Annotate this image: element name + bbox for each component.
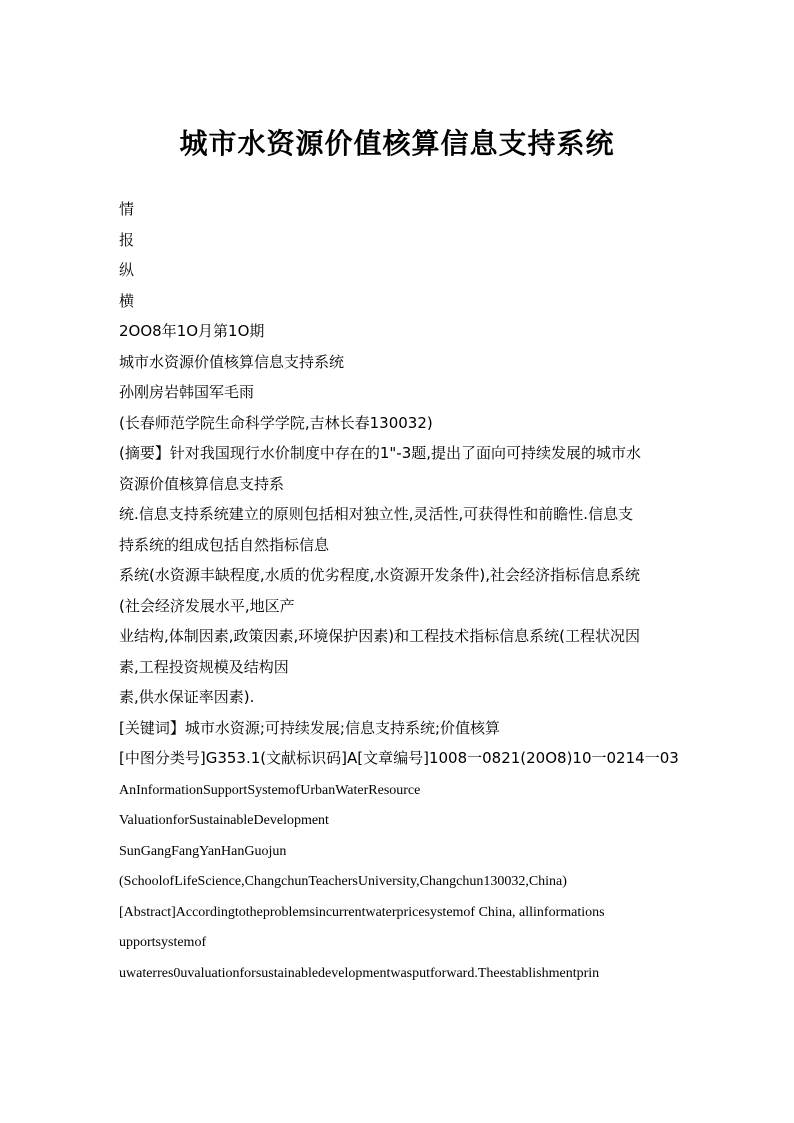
page-title: 城市水资源价值核算信息支持系统 [179, 127, 615, 160]
abstract-line: 系统(水资源丰缺程度,水质的优劣程度,水资源开发条件),社会经济指标信息系统 [119, 566, 641, 584]
english-title-line: ValuationforSustainableDevelopment [119, 813, 329, 828]
column-char: 情 [119, 200, 135, 218]
abstract-line: 素,供水保证率因素). [119, 688, 255, 706]
english-authors: SunGangFangYanHanGuojun [119, 843, 287, 859]
abstract-line: 业结构,体制因素,政策因素,环境保护因素)和工程技术指标信息系统(工程状况因 [119, 627, 641, 645]
english-abstract-line: upportsystemof [119, 935, 207, 950]
document-body [119, 194, 681, 989]
abstract-line: 持系统的组成包括自然指标信息 [119, 535, 330, 554]
issue-line: 2OO8年1O月第1O期 [119, 322, 265, 340]
classification: [中图分类号]G353.1(文献标识码]A[文章编号]1008一0821(20O8)10一0214一03 [119, 749, 679, 767]
abstract-line: 资源价值核算信息支持系 [119, 474, 285, 493]
column-char: 报 [119, 230, 135, 249]
english-title-line: AnInformationSupportSystemofUrbanWaterResource [119, 782, 421, 798]
abstract-line: 素,工程投资规模及结构因 [119, 657, 289, 676]
abstract-line: (社会经济发展水平,地区产 [119, 596, 295, 615]
english-affiliation: (SchoolofLifeScience,ChangchunTeachersUniversity,Changchun130032,China) [119, 874, 567, 889]
article-subtitle: 城市水资源价值核算信息支持系统 [119, 352, 345, 371]
affiliation: (长春师范学院生命科学学院,吉林长春130032) [119, 413, 433, 432]
column-char: 纵 [119, 261, 135, 279]
authors: 孙刚房岩韩国军毛雨 [119, 383, 255, 401]
english-abstract-line: uwaterres0uvaluationforsustainabledevelopmentwasputforward.Theestablishmentprin [119, 965, 600, 981]
english-abstract-line: [Abstract]Accordingtotheproblemsincurrentwaterpricesystemof China, allinformations [119, 904, 605, 920]
abstract-line: 统.信息支持系统建立的原则包括相对独立性,灵活性,可获得性和前瞻性.信息支 [119, 505, 634, 523]
keywords: [关键词】城市水资源;可持续发展;信息支持系统;价值核算 [119, 718, 501, 737]
abstract-line: (摘要】针对我国现行水价制度中存在的1"-3题,提出了面向可持续发展的城市水 [119, 444, 642, 462]
column-char: 横 [119, 291, 135, 310]
